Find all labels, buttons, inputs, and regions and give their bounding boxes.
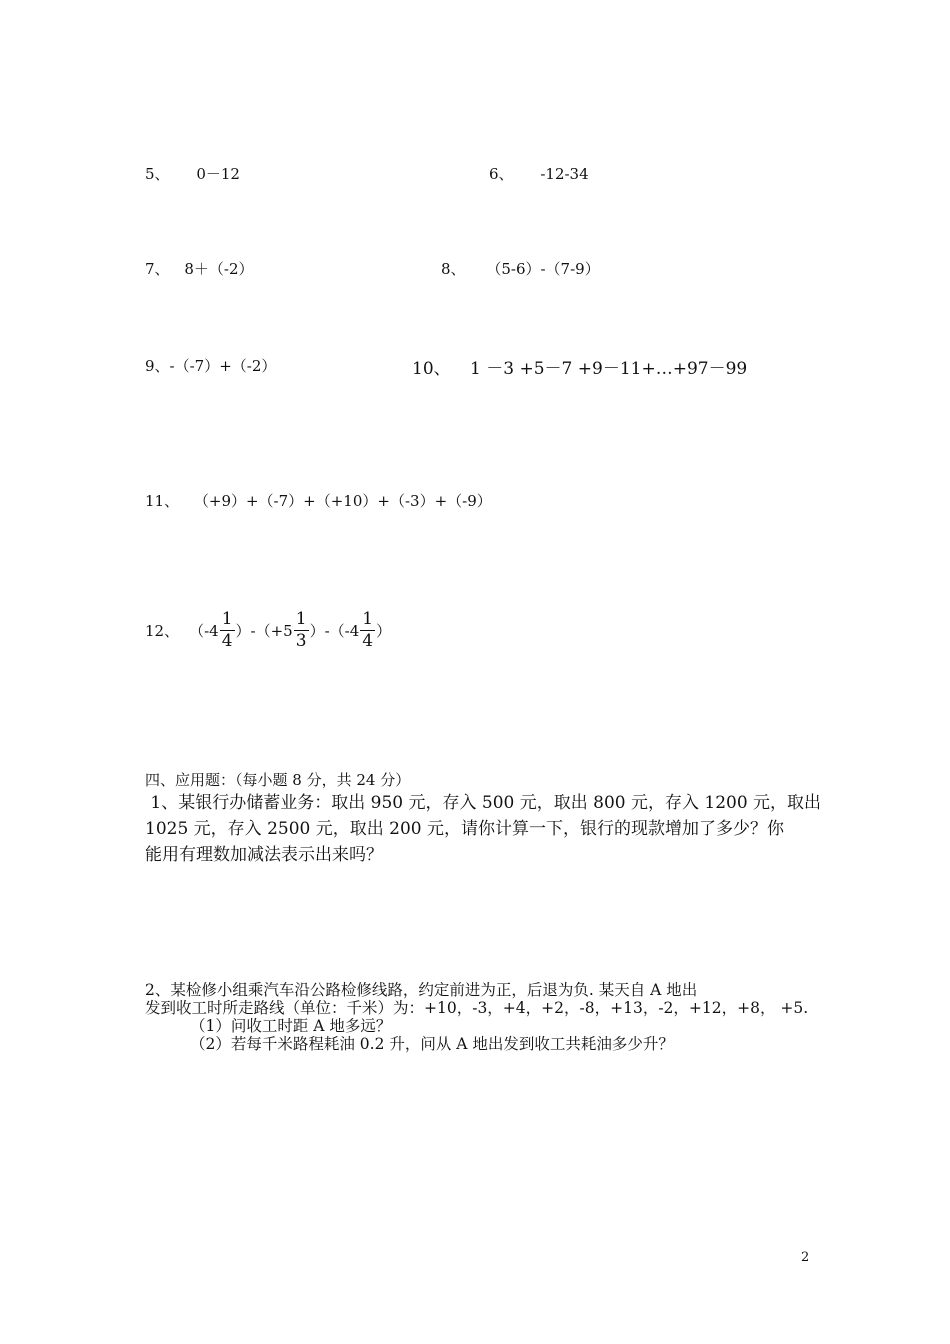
problem-11-expression: （+9）+（-7）+（+10）+（-3）+（-9）: [193, 492, 492, 510]
problem-7: [145, 258, 253, 279]
problem-12-term2: ）-（+5: [235, 621, 293, 640]
problem-10-expression: 1 －3 +5－7 +9－11+…+97－99: [470, 359, 748, 379]
problem-5-expression: 0－12: [196, 165, 240, 183]
problem-12-term1: （-4: [189, 621, 219, 640]
question-1-line-3: 能用有理数加减法表示出来吗？: [145, 845, 383, 865]
problem-12-number: 12、: [145, 621, 180, 640]
problem-7-expression: 8＋（-2）: [184, 260, 254, 278]
problem-9: 9、-（-7）+（-2）: [145, 357, 277, 375]
problem-11-number: 11、: [145, 492, 180, 510]
question-1-line-2: 1025 元，存入 2500 元，取出 200 元，请你计算一下，银行的现款增加了多少？你: [145, 819, 784, 839]
fraction-2-numerator: 1: [295, 608, 307, 629]
fraction-1-numerator: 1: [221, 608, 233, 629]
problem-11: [145, 490, 492, 511]
problem-6-number: 6、: [489, 165, 514, 183]
question-1: [145, 790, 825, 868]
question-2-sub-1: （1）问收工时距 A 地多远？: [190, 1017, 392, 1035]
fraction-3-denominator: 4: [362, 630, 374, 651]
problem-12: [145, 605, 391, 655]
question-2-sub-2: （2）若每千米路程耗油 0.2 升，问从 A 地出发到收工共耗油多少升？: [190, 1035, 674, 1053]
problem-12-term4: ）: [376, 621, 392, 640]
question-2: [145, 981, 825, 1053]
problem-6: [489, 163, 589, 184]
problem-10: [412, 354, 747, 379]
problem-12-term3: ）-（-4: [309, 621, 360, 640]
fraction-1: [220, 608, 235, 651]
fraction-3: [360, 608, 375, 651]
problem-10-number: 10、: [412, 359, 451, 379]
question-2-line-2: 发到收工时所走路线（单位：千米）为：+10，-3，+4，+2，-8，+13，-2，+12，+8， +5.: [145, 999, 809, 1017]
problem-5: [145, 163, 240, 184]
fraction-2: [294, 608, 309, 651]
problem-6-expression: -12-34: [540, 165, 589, 183]
fraction-3-numerator: 1: [362, 608, 374, 629]
problem-7-number: 7、: [145, 260, 170, 278]
question-1-line-1: 1、某银行办储蓄业务：取出 950 元，存入 500 元，取出 800 元，存入 1200 元，取出: [145, 793, 822, 813]
fraction-1-denominator: 4: [221, 630, 233, 651]
problem-8-number: 8、: [441, 260, 466, 278]
problem-5-number: 5、: [145, 165, 170, 183]
problem-8-expression: （5-6）-（7-9）: [486, 260, 600, 278]
problem-8: [441, 258, 600, 279]
question-2-line-1: 2、某检修小组乘汽车沿公路检修线路，约定前进为正，后退为负. 某天自 A 地出: [145, 981, 698, 999]
page-number: 2: [801, 1250, 810, 1265]
fraction-2-denominator: 3: [295, 630, 307, 651]
section-4-heading: 四、应用题：（每小题 8 分，共 24 分）: [145, 771, 411, 789]
